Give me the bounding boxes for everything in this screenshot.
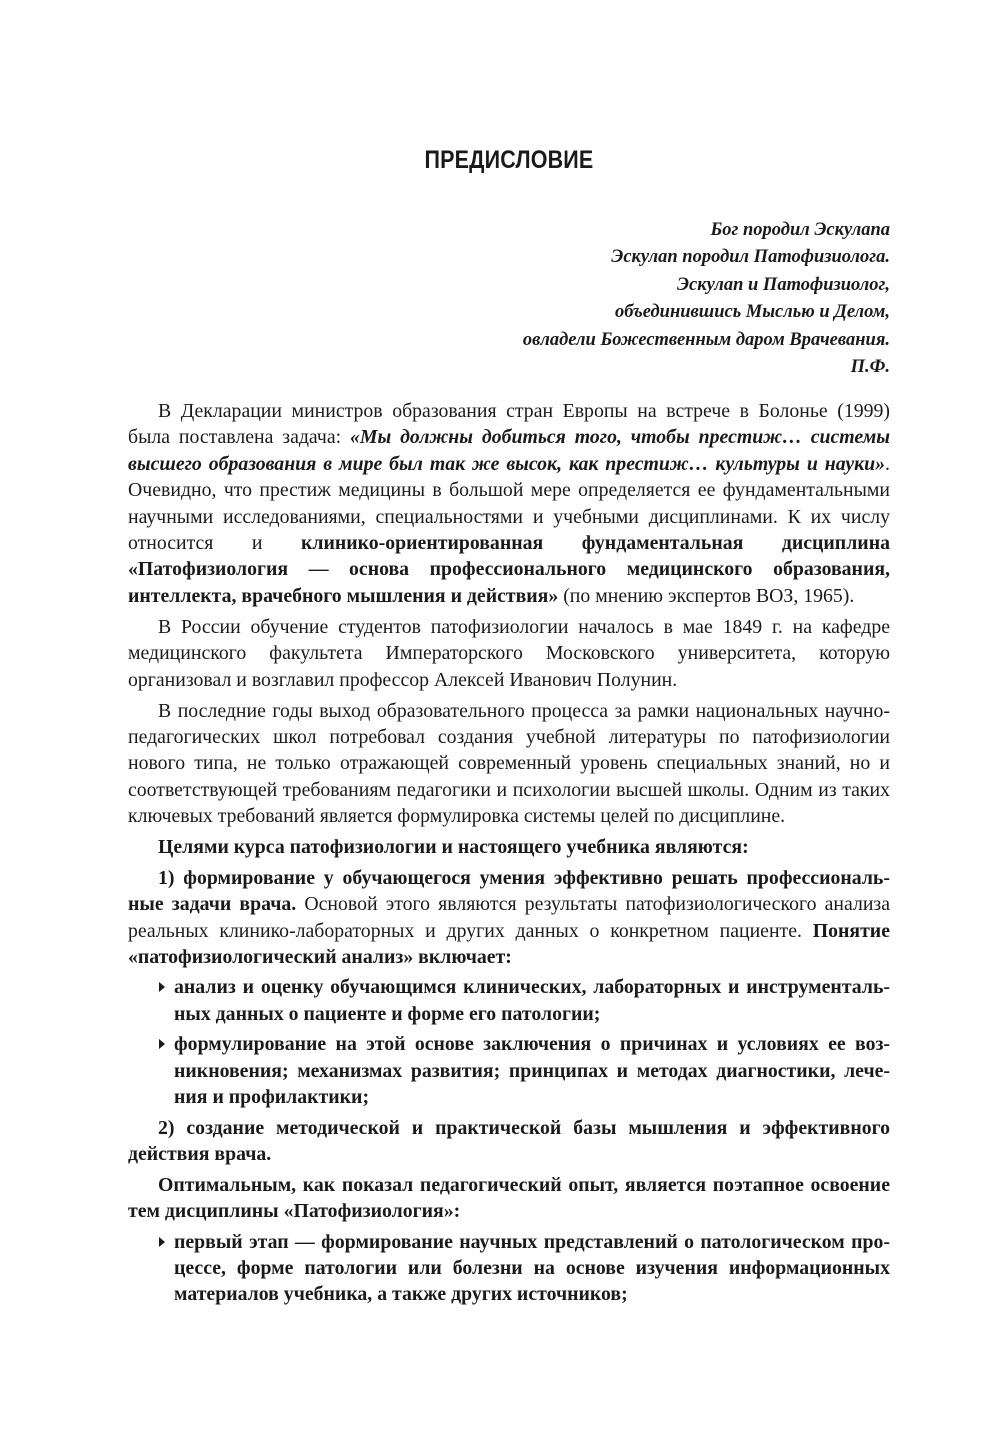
paragraph-goal-2 <box>128 1115 890 1168</box>
goal-1-title: 1) формирование у обучающегося умения эффективно решать профессиональные задачи врача. <box>128 866 890 916</box>
list-item <box>128 974 890 1027</box>
list-item <box>128 1229 890 1308</box>
stages-list <box>128 1229 890 1308</box>
paragraph-history: В России обучение студентов патофизиологии началось в мае 1849 г. на кафедре медицинского факультета Императорского Московского университета, которую организовал и возглавил профессор Алексей Иванович Полунин. <box>128 615 890 691</box>
paragraph-text: . Очевидно, что престиж медицины в большой мере определяется ее фундаментальными научными исследованиями, специальностями и учебными дисциплинами. К их числу относится и <box>128 452 890 555</box>
list-item-text: формулирование на этой основе заключения о причинах и условиях ее возникновения; механизмах развития; принципах и методах диагностики, лечения и профилактики; <box>174 1033 890 1108</box>
triangle-bullet-icon <box>159 982 165 992</box>
list-item <box>128 1031 890 1110</box>
body-text <box>128 398 890 1312</box>
paragraph-modern-needs: В последние годы выход образовательного процесса за рамки национальных научно-педагогических школ потребовал создания учебной литературы по патофизиологии нового типа, не только отражающей современный уровень специальных знаний, но и соответствующей требованиям педагогики и психологии высшей школы. Одним из таких ключевых требований является формулировка системы целей по дисциплине. <box>128 699 890 828</box>
discipline-definition: клинико-ориентированная фундаментальная дисциплина «Патофизиология — основа профессионального медицинского образования, интеллекта, врачебного мышления и действия» <box>128 532 890 607</box>
analysis-list <box>128 974 890 1110</box>
epigraph-line: Эскулап породил Патофизиолога. <box>611 247 890 268</box>
epigraph-line: Эскулап и Патофизиолог, <box>677 274 890 295</box>
epigraph <box>128 217 890 381</box>
paragraph-text: В Декларации министров образования стран Европы на встрече в Болонье (1999) была поставлена задача: <box>128 400 890 449</box>
analysis-definition: Понятие «патофизиологический анализ» включает: <box>128 919 890 968</box>
triangle-bullet-icon <box>159 1237 165 1247</box>
page-title: ПРЕДИСЛОВИЕ <box>424 146 594 174</box>
paragraph-text: (по мнению экспертов ВОЗ, 1965). <box>558 584 855 607</box>
paragraph-goals-heading <box>128 834 890 860</box>
paragraph-goal-1 <box>128 865 890 971</box>
epigraph-line: Бог породил Эскулапа <box>710 220 890 240</box>
paragraph-stages <box>128 1172 890 1225</box>
list-item-text: анализ и оценку обучающимся клинических, лабораторных и инструментальных данных о пациенте и форме его патологии; <box>174 976 890 1025</box>
bologna-quote: «Мы должны добиться того, чтобы престиж… системы высшего образования в мире был так же высок, как престиж… культуры и науки» <box>128 426 890 475</box>
list-item-text: первый этап — формирование научных представлений о патологическом процессе, форме патологии или болезни на основе изучения информационных материалов учебника, а также других источников; <box>174 1230 890 1306</box>
stages-heading: Оптимальным, как показал педагогический опыт, является поэтапное освоение тем дисциплины «Патофизиология»: <box>128 1173 890 1223</box>
triangle-bullet-icon <box>159 1039 165 1049</box>
goals-heading: Целями курса патофизиологии и настоящего учебника являются: <box>158 836 749 859</box>
epigraph-line: овладели Божественным даром Врачевания. <box>522 329 890 350</box>
paragraph-bologna <box>128 398 890 609</box>
goal-2-title: 2) создание методической и практической базы мышления и эффективного действия врача. <box>128 1116 890 1166</box>
paragraph-text: Основой этого являются результаты патофизиологического анализа реальных клинико-лабораторных и других данных о конкретном пациенте. <box>128 893 890 942</box>
epigraph-line: объединившись Мыслью и Делом, <box>614 302 890 323</box>
epigraph-signature: П.Ф. <box>850 357 890 378</box>
